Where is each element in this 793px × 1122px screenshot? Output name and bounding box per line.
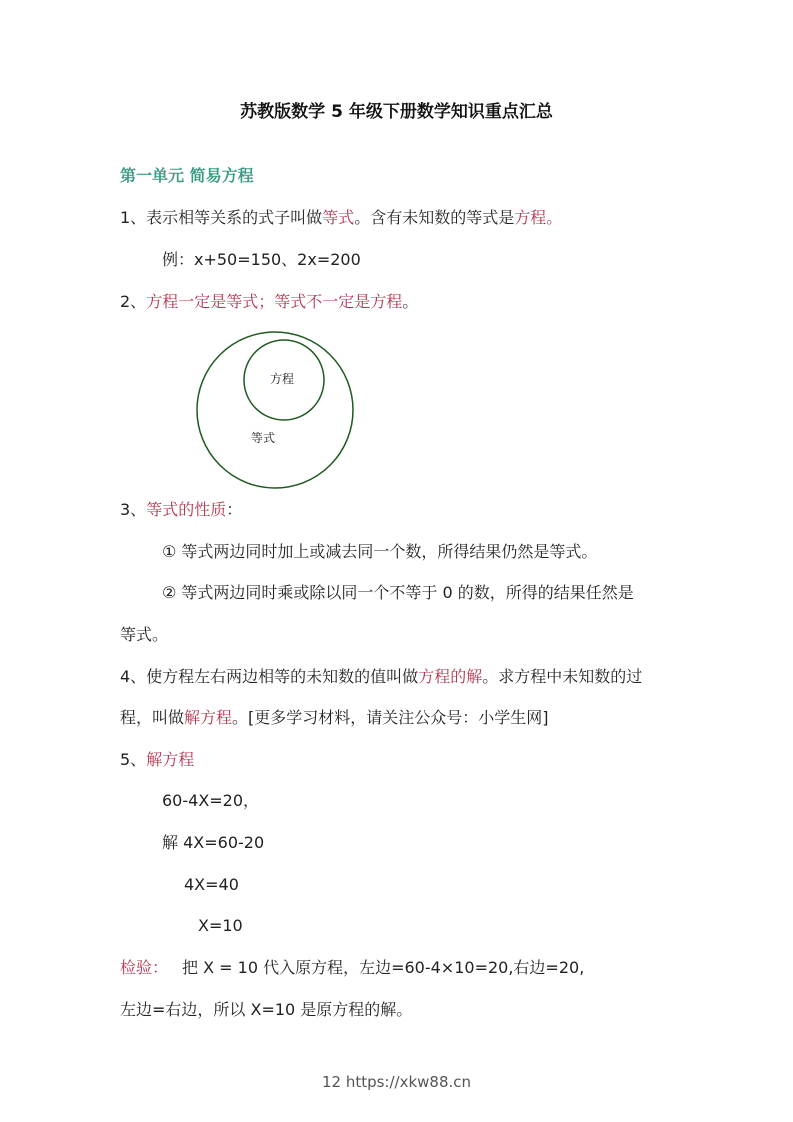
p3-prefix: 3、 [120,500,147,519]
rule-1: ① 等式两边同时加上或减去同一个数，所得结果仍然是等式。 [162,542,598,561]
p5-prefix: 5、 [120,750,147,769]
check-line [120,956,584,980]
example-line: 例：x+50=150、2x=200 [162,250,361,269]
rule-2: ② 等式两边同时乘或除以同一个不等于 0 的数，所得的结果任然是 [162,583,634,602]
check-line-2: 左边=右边，所以 X=10 是原方程的解。 [120,1000,413,1019]
paragraph-4 [120,665,642,689]
section-heading: 第一单元 简易方程 [120,166,254,185]
venn-diagram [190,328,420,490]
p1-end: 。 [546,208,563,227]
p3-term: 等式的性质 [146,500,227,519]
paragraph-1 [120,206,562,230]
rule-2-cont: 等式。 [120,625,169,644]
outer-circle [197,332,353,488]
inner-label: 方程 [270,372,295,386]
p4-mid: 。求方程中未知数的过 [482,667,643,686]
equation-2: 解 4X=60-20 [162,833,265,852]
paragraph-4-line2 [120,706,549,730]
p5-term: 解方程 [146,750,195,769]
p4-line2-end: 。[更多学习材料，请关注公众号：小学生网] [232,708,549,727]
p4-term1: 方程的解 [418,667,483,686]
check-text: 把 X = 10 代入原方程，左边=60-4×10=20,右边=20, [182,958,585,977]
p1-prefix: 1、表示相等关系的式子叫做 [120,208,323,227]
p4-line2-prefix: 程，叫做 [120,708,185,727]
equation-1: 60-4X=20， [162,791,260,810]
equation-3: 4X=40 [184,875,239,894]
outer-label: 等式 [251,431,276,445]
p2-end: 。 [402,292,419,311]
p2-prefix: 2、 [120,292,147,311]
p1-mid: 。含有未知数的等式是 [354,208,515,227]
term-equation: 等式 [322,208,355,227]
paragraph-5 [120,748,194,772]
term-fangcheng: 方程 [514,208,547,227]
page-footer: 12 https://xkw88.cn [321,1073,472,1091]
p4-prefix: 4、使方程左右两边相等的未知数的值叫做 [120,667,419,686]
p2-term: 方程一定是等式；等式不一定是方程 [146,292,403,311]
p4-term2: 解方程 [184,708,233,727]
check-label: 检验： [120,958,169,977]
p3-end: ： [226,500,243,519]
paragraph-2 [120,290,418,314]
paragraph-3 [120,498,242,522]
equation-4: X=10 [198,916,243,935]
page-title: 苏教版数学 5 年级下册数学知识重点汇总 [240,102,553,122]
